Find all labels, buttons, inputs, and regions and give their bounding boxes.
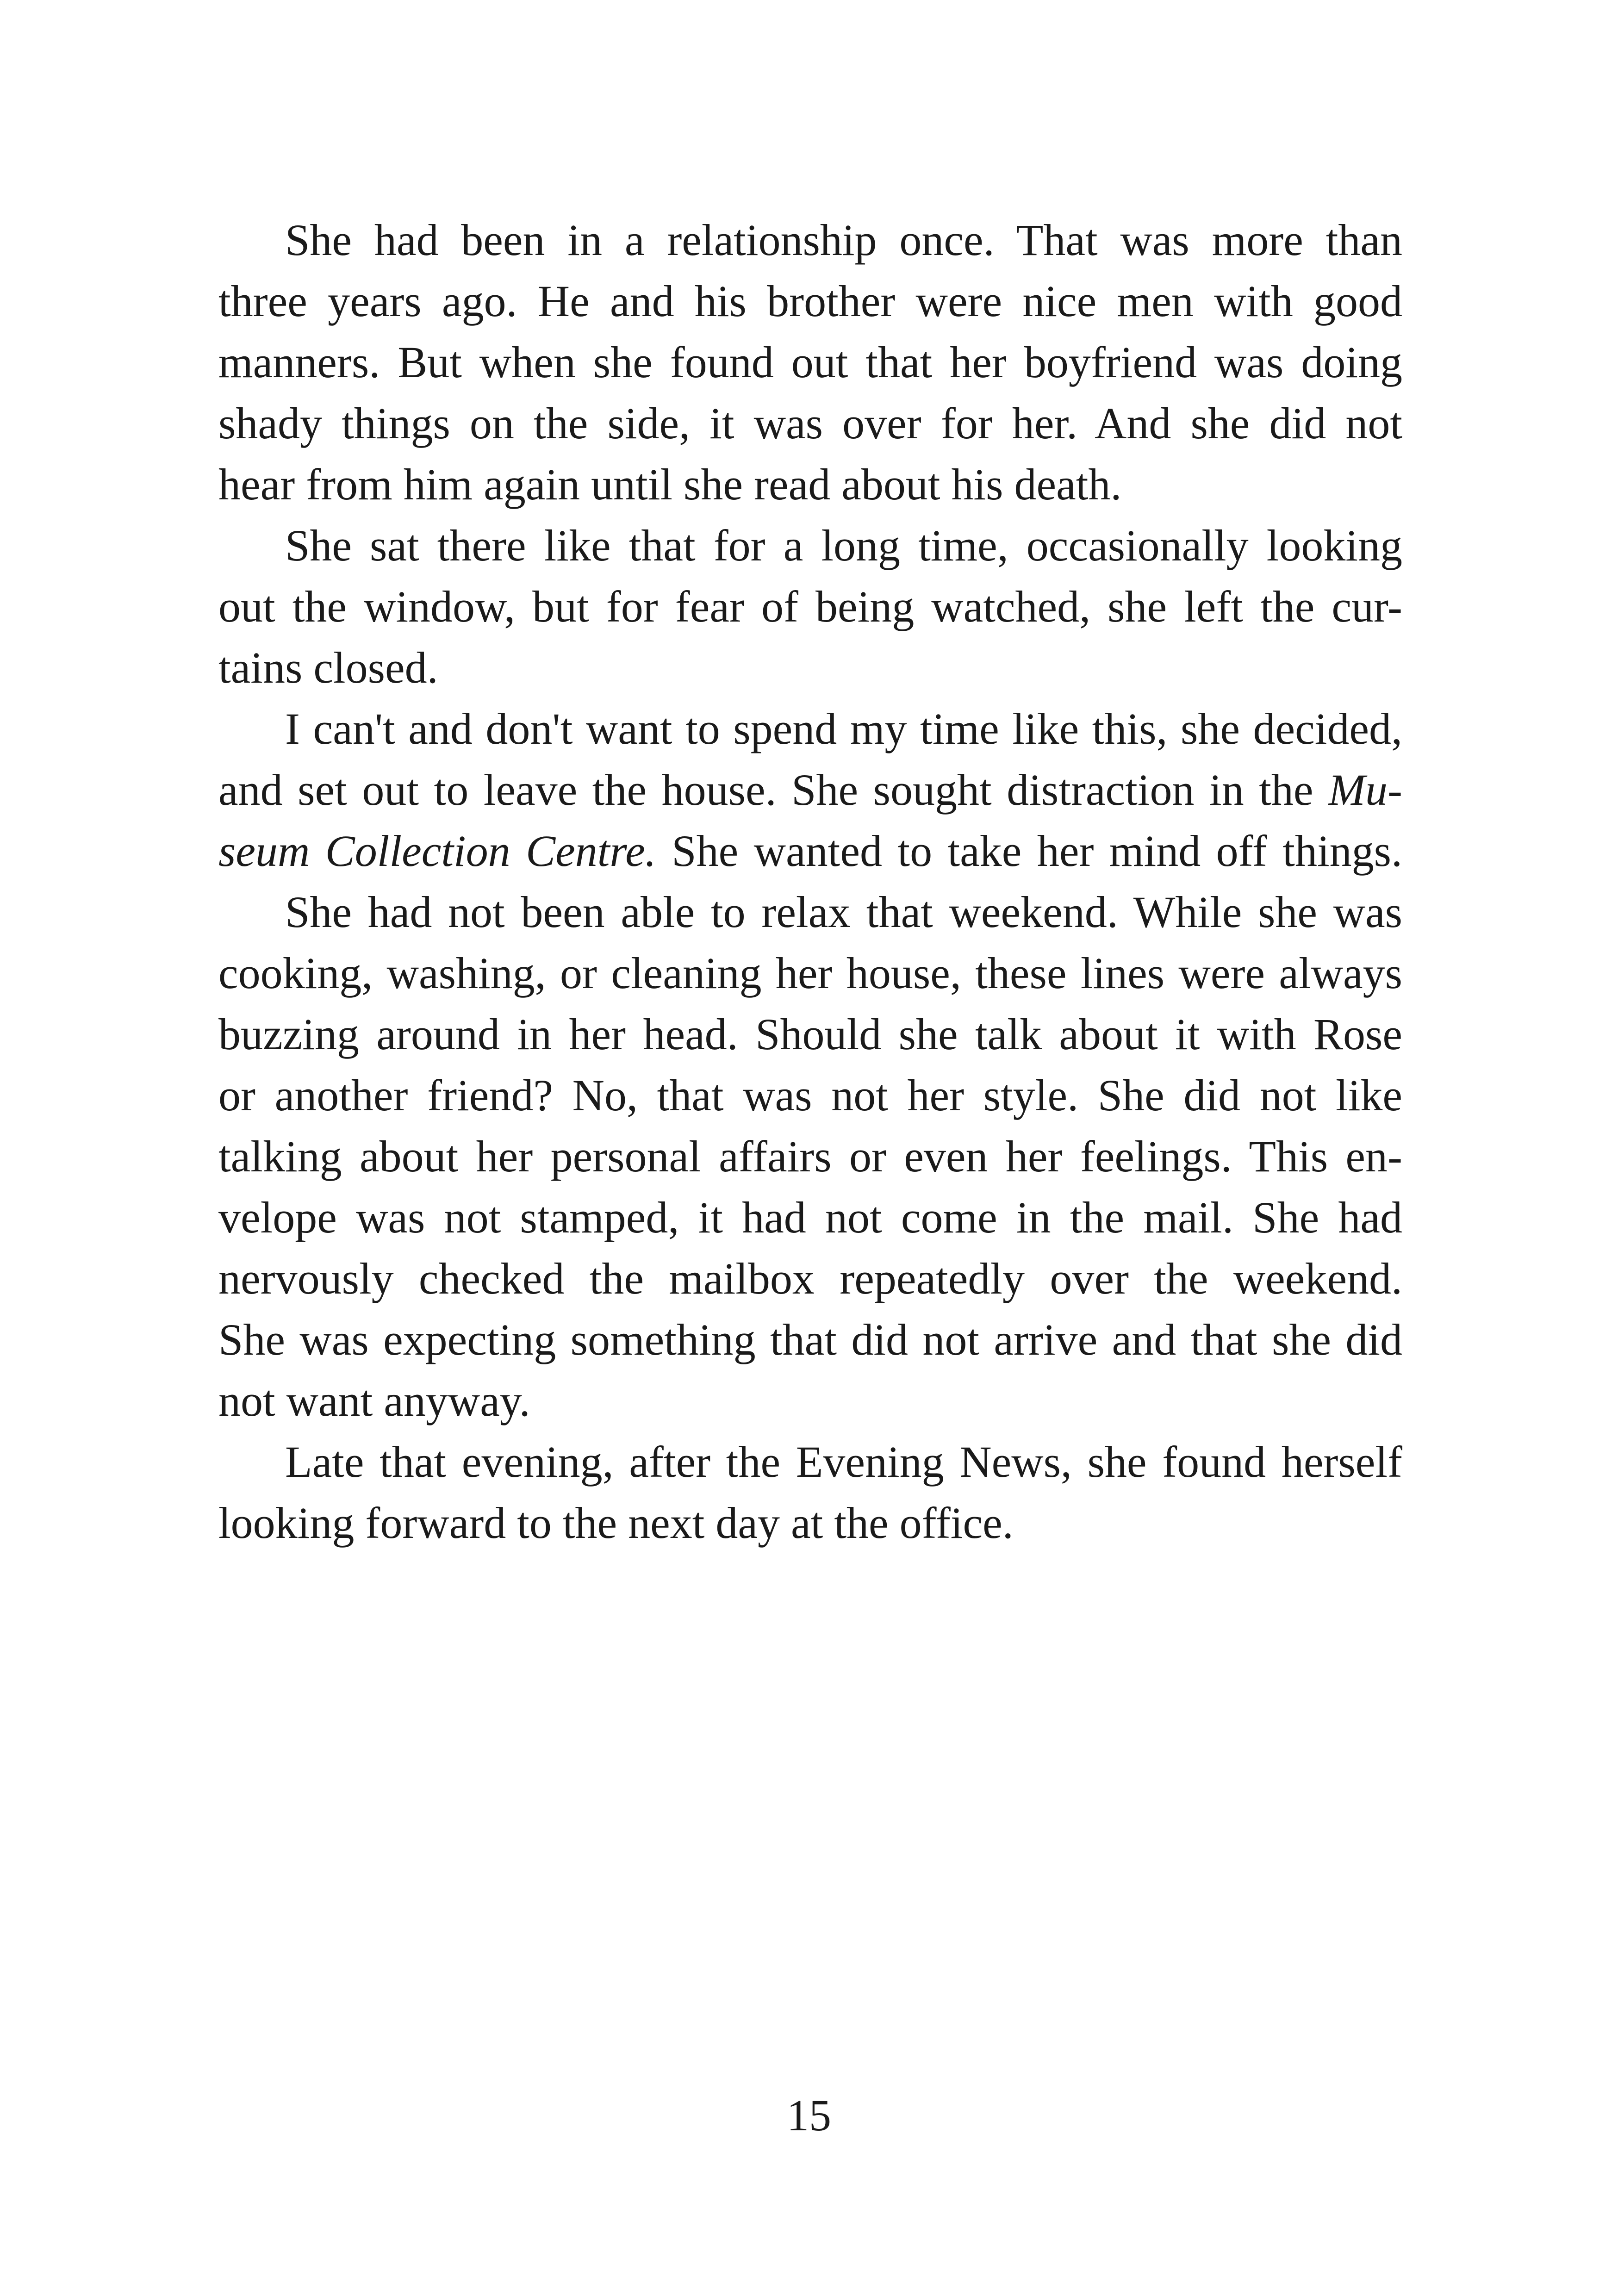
paragraph-4-line-2: cooking, washing, or cleaning her house, these lines were always [218,948,1402,998]
paragraph-4-line-8: She was expecting something that did not arrive and that she did [218,1315,1402,1364]
paragraph-4-line-7: nervously checked the mailbox repeatedly over the weekend. [218,1254,1402,1303]
paragraph-3-italic-title-end: seum Collection Centre. [218,826,656,876]
paragraph-4-line-3: buzzing around in her head. Should she talk about it with Rose [218,1009,1402,1059]
paragraph-4-line-4: or another friend? No, that was not her style. She did not like [218,1070,1402,1120]
paragraph-1-line-1: She had been in a relationship once. That was more than [285,215,1402,265]
page-number: 15 [787,2091,831,2140]
paragraph-2-line-2: out the window, but for fear of being watched, she left the cur- [218,582,1402,631]
paragraph-3-line-3-text: She wanted to take her mind off things. [656,826,1403,876]
paragraph-2-line-3: tains closed. [218,643,438,692]
paragraph-3-line-3 [218,821,1402,882]
paragraph-1-line-5: hear from him again until she read about his death. [218,460,1122,509]
paragraph-4-line-6: velope was not stamped, it had not come in the mail. She had [218,1193,1402,1242]
paragraph-1-line-3: manners. But when she found out that her boyfriend was doing [218,337,1402,387]
paragraph-2-line-1: She sat there like that for a long time, occasionally looking [285,521,1402,570]
paragraph-4-line-5: talking about her personal affairs or even her feelings. This en- [218,1132,1402,1181]
paragraph-4-line-9: not want anyway. [218,1376,530,1425]
paragraph-5-line-1: Late that evening, after the Evening News, she found herself [285,1437,1402,1487]
paragraph-5-line-2: looking forward to the next day at the office. [218,1498,1014,1548]
paragraph-3-line-2 [218,759,1402,821]
paragraph-4-line-1: She had not been able to relax that weekend. While she was [285,887,1402,937]
paragraph-3-italic-title-start: Mu- [1328,765,1402,815]
paragraph-3-line-1: I can't and don't want to spend my time like this, she decided, [285,704,1402,753]
paragraph-1-line-2: three years ago. He and his brother were nice men with good [218,276,1402,326]
paragraph-1-line-4: shady things on the side, it was over for her. And she did not [218,398,1402,448]
body-text [218,210,1402,1554]
paragraph-3-line-2-text: and set out to leave the house. She sought distraction in the [218,765,1329,815]
